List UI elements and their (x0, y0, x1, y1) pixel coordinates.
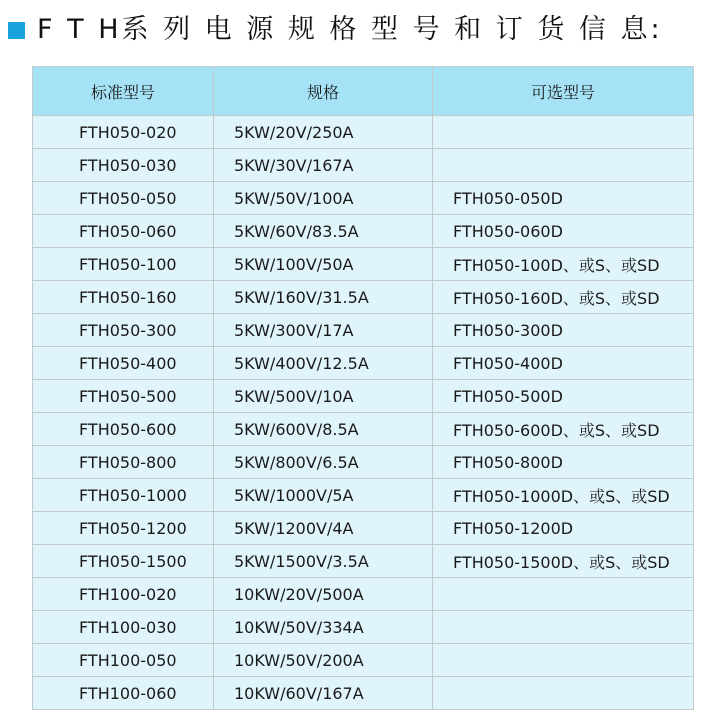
table-row (33, 248, 694, 281)
optional-model-cell: FTH050-160D、或S、或SD (433, 281, 694, 314)
optional-model-cell: FTH050-1500D、或S、或SD (433, 545, 694, 578)
table-row (33, 413, 694, 446)
spec-cell: 5KW/800V/6.5A (214, 446, 433, 479)
spec-cell: 5KW/1500V/3.5A (214, 545, 433, 578)
spec-cell: 5KW/60V/83.5A (214, 215, 433, 248)
table-row (33, 215, 694, 248)
spec-cell: 10KW/50V/334A (214, 611, 433, 644)
optional-model-cell: FTH050-100D、或S、或SD (433, 248, 694, 281)
optional-model-cell (433, 578, 694, 611)
standard-model-cell: FTH050-500 (33, 380, 214, 413)
table-row (33, 512, 694, 545)
table-row (33, 644, 694, 677)
standard-model-cell: FTH050-600 (33, 413, 214, 446)
optional-model-cell: FTH050-1000D、或S、或SD (433, 479, 694, 512)
standard-model-cell: FTH050-160 (33, 281, 214, 314)
optional-model-cell: FTH050-1200D (433, 512, 694, 545)
optional-model-cell: FTH050-500D (433, 380, 694, 413)
optional-model-cell: FTH050-600D、或S、或SD (433, 413, 694, 446)
spec-cell: 5KW/500V/10A (214, 380, 433, 413)
table-row (33, 281, 694, 314)
optional-model-cell: FTH050-800D (433, 446, 694, 479)
table-row (33, 479, 694, 512)
standard-model-cell: FTH050-1200 (33, 512, 214, 545)
standard-model-cell: FTH100-030 (33, 611, 214, 644)
section-heading (8, 14, 663, 46)
table-row (33, 380, 694, 413)
spec-cell: 5KW/30V/167A (214, 149, 433, 182)
spec-cell: 5KW/50V/100A (214, 182, 433, 215)
table-row (33, 116, 694, 149)
optional-model-cell (433, 149, 694, 182)
spec-cell: 5KW/600V/8.5A (214, 413, 433, 446)
spec-cell: 5KW/20V/250A (214, 116, 433, 149)
standard-model-cell: FTH100-060 (33, 677, 214, 710)
page-title: F T H系 列 电 源 规 格 型 号 和 订 货 信 息: (37, 14, 663, 45)
standard-model-cell: FTH050-1000 (33, 479, 214, 512)
spec-cell: 5KW/160V/31.5A (214, 281, 433, 314)
table-row (33, 149, 694, 182)
standard-model-cell: FTH100-050 (33, 644, 214, 677)
table-row (33, 545, 694, 578)
table-row (33, 446, 694, 479)
table-body (33, 116, 694, 710)
spec-cell: 5KW/400V/12.5A (214, 347, 433, 380)
table-row (33, 578, 694, 611)
standard-model-cell: FTH050-800 (33, 446, 214, 479)
standard-model-cell: FTH050-1500 (33, 545, 214, 578)
standard-model-cell: FTH050-020 (33, 116, 214, 149)
spec-cell: 5KW/100V/50A (214, 248, 433, 281)
column-header-spec: 规格 (214, 67, 433, 116)
spec-cell: 10KW/60V/167A (214, 677, 433, 710)
table-header-row (33, 67, 694, 116)
table-row (33, 611, 694, 644)
standard-model-cell: FTH050-050 (33, 182, 214, 215)
optional-model-cell (433, 677, 694, 710)
column-header-standard-model: 标准型号 (33, 67, 214, 116)
standard-model-cell: FTH100-020 (33, 578, 214, 611)
standard-model-cell: FTH050-300 (33, 314, 214, 347)
table-row (33, 347, 694, 380)
blue-square-icon (8, 22, 25, 39)
spec-table (32, 66, 694, 710)
optional-model-cell (433, 116, 694, 149)
standard-model-cell: FTH050-100 (33, 248, 214, 281)
optional-model-cell: FTH050-050D (433, 182, 694, 215)
standard-model-cell: FTH050-060 (33, 215, 214, 248)
spec-cell: 10KW/50V/200A (214, 644, 433, 677)
table-row (33, 182, 694, 215)
standard-model-cell: FTH050-030 (33, 149, 214, 182)
spec-cell: 5KW/1200V/4A (214, 512, 433, 545)
spec-cell: 5KW/300V/17A (214, 314, 433, 347)
standard-model-cell: FTH050-400 (33, 347, 214, 380)
optional-model-cell: FTH050-060D (433, 215, 694, 248)
optional-model-cell (433, 611, 694, 644)
optional-model-cell (433, 644, 694, 677)
optional-model-cell: FTH050-300D (433, 314, 694, 347)
table-row (33, 677, 694, 710)
table-row (33, 314, 694, 347)
spec-cell: 10KW/20V/500A (214, 578, 433, 611)
spec-cell: 5KW/1000V/5A (214, 479, 433, 512)
optional-model-cell: FTH050-400D (433, 347, 694, 380)
column-header-optional-model: 可选型号 (433, 67, 694, 116)
